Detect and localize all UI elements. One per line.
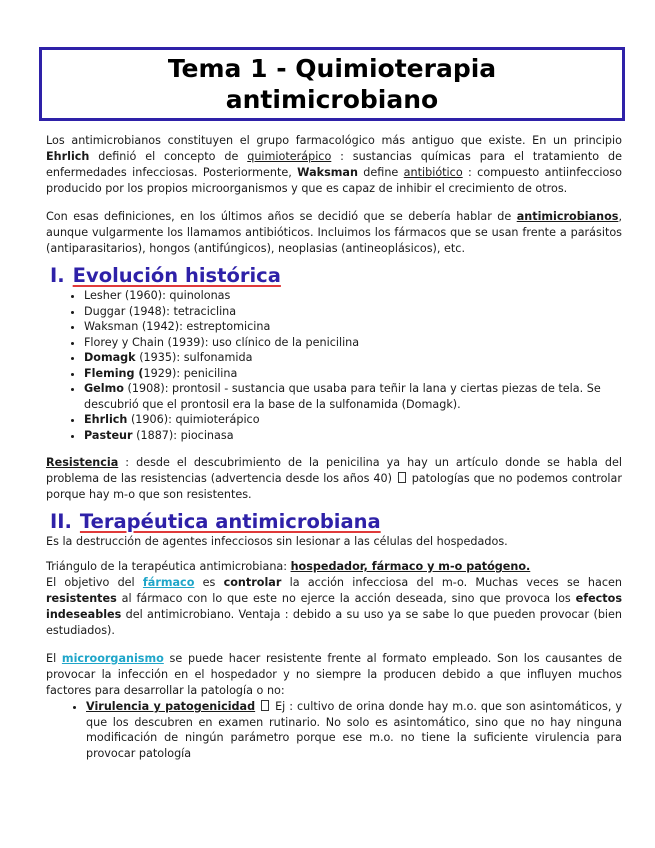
ehrlich-term: Ehrlich <box>46 150 90 163</box>
waksman-term: Waksman <box>297 166 358 179</box>
title-line-2: antimicrobiano <box>225 85 439 114</box>
list-item: • Pasteur (1887): piocinasa <box>84 428 622 444</box>
definition-paragraph: Es la destrucción de agentes infecciosos sin lesionar a las células del hospedados. <box>46 535 508 548</box>
section-number: II. <box>50 510 72 533</box>
section-2-heading <box>50 510 622 534</box>
resistencia-term: Resistencia <box>46 456 119 469</box>
intro-paragraph-1 <box>46 133 622 197</box>
list-item: • Domagk (1935): sulfonamida <box>84 350 622 366</box>
document-body <box>46 133 622 761</box>
list-item: • Fleming (1929): penicilina <box>84 366 622 382</box>
farmaco-term: fármaco <box>142 576 195 589</box>
list-item: • Gelmo (1908): prontosil - sustancia que usaba para teñir la lana y ciertas piezas de tela. Se descubrió que el prontosil era la base de la sulfonamida (Domagk). <box>84 381 622 412</box>
list-item: • Lesher (1960): quinolonas <box>84 288 622 304</box>
text: : desde el descubrimiento de la penicilina ya hay un artículo donde se habla del problema de las resistencias (advertencia desde los años 40) <box>46 456 622 485</box>
virulencia-term: Virulencia y patogenicidad <box>86 700 256 713</box>
text: patologías que no podemos controlar porque hay m-o que son resistentes. <box>46 472 622 501</box>
intro-paragraph-2 <box>46 209 622 257</box>
title-line-1: Tema 1 - Quimioterapia <box>167 54 497 83</box>
triangle-paragraph <box>46 559 622 575</box>
list-item: • Waksman (1942): estreptomicina <box>84 319 622 335</box>
triangle-terms: hospedador, fármaco y m-o patógeno. <box>290 560 531 573</box>
text: : compuesto antiinfeccioso producido por los propios microorganismos y que es capaz de inhibir el crecimiento de otros. <box>46 166 622 195</box>
list-item: • Ehrlich (1906): quimioterápico <box>84 412 622 428</box>
section-number: I. <box>50 264 65 287</box>
factors-list <box>46 699 622 761</box>
section-title: Evolución histórica <box>72 264 281 287</box>
antibiotico-term: antibiótico <box>403 166 463 179</box>
list-item: • Florey y Chain (1939): uso clínico de la penicilina <box>84 335 622 351</box>
efectos-term: efectos indeseables <box>46 592 622 621</box>
farmaco-paragraph: El objetivo del fármaco es controlar la acción infecciosa del m-o. Muchas veces se hacen resistentes al fármaco con lo que este no ejerce la acción deseada, sino que provoca los efectos indeseables del antimicrobiano. Ventaja : debido a su uso ya se sabe lo que pueden provocar (bien estudiados). <box>46 576 622 637</box>
arrow-glyph-icon <box>261 700 269 711</box>
text: Con esas definiciones, en los últimos años se decidió que se debería hablar de <box>46 210 517 223</box>
history-list <box>46 288 622 443</box>
list-item: • Duggar (1948): tetraciclina <box>84 304 622 320</box>
antimicrobianos-term: antimicrobianos <box>516 210 619 223</box>
arrow-glyph-icon <box>398 472 406 483</box>
text: : sustancias químicas para el tratamiento de enfermedades infecciosas. Posteriormente, <box>46 150 622 179</box>
resistentes-term: resistentes <box>46 592 117 605</box>
section-title: Terapéutica antimicrobiana <box>79 510 381 533</box>
list-item: • Virulencia y patogenicidad Ej : cultivo de orina donde hay m.o. que son asintomáticos, y que los descubren en examen rutinario. No solo es asintomático, sino que no hay ninguna modificación de ningún parámetro porque ese m.o. no tiene la suficiente virulencia para provocar patología <box>86 699 622 761</box>
text: define <box>357 166 404 179</box>
section-1-heading <box>50 264 622 288</box>
quimioterapico-term: quimioterápico <box>247 150 332 163</box>
title-box <box>39 47 625 121</box>
text: Triángulo de la terapéutica antimicrobiana: <box>46 560 291 573</box>
microorganismo-term: microorganismo <box>61 652 164 665</box>
controlar-term: controlar <box>223 576 282 589</box>
text: definió el concepto de <box>89 150 248 163</box>
microorganismo-paragraph: El microorganismo se puede hacer resistente frente al formato empleado. Son los causantes de provocar la infección en el hospedador y no siempre la producen debido a que influyen muchos factores para desarrollar la patología o no: <box>46 652 622 697</box>
text: Los antimicrobianos constituyen el grupo farmacológico más antiguo que existe. En un principio <box>46 134 622 147</box>
resistencia-paragraph <box>46 455 622 503</box>
text: , aunque vulgarmente los llamamos antibióticos. Incluimos los fármacos que se usan frente a parásitos (antiparasitarios), hongos (antifúngicos), neoplasias (antineoplásicos), etc. <box>46 210 622 255</box>
